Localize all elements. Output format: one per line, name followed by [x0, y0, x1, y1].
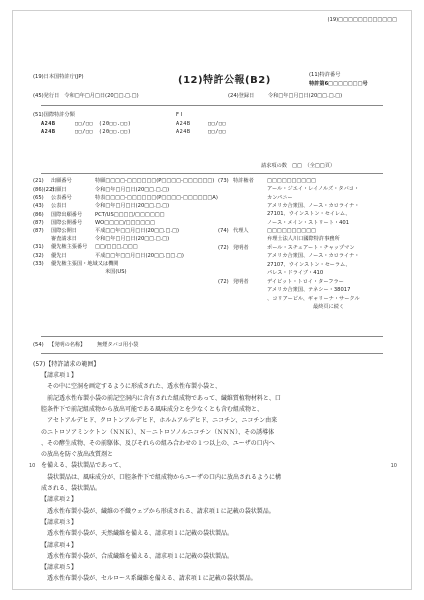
claim-number: 【請求項５】: [41, 564, 78, 572]
claim-text-line: アセトアルデヒド、クロトンアルデヒド、ホルムアルデヒド、ニコチン、ニコチン由来: [41, 417, 278, 425]
fi-detail-2: □□/□□: [208, 129, 227, 135]
claims-count: 請求項の数 □□ （全□□頁）: [261, 163, 336, 169]
biblio-left-value: 特願□□□□-□□□□□□(P□□□□-□□□□□□): [95, 178, 215, 184]
biblio-right-line: パレス・ドライブ・410: [267, 269, 324, 276]
biblio-left-value: WO□□□□/□□□□□□: [95, 220, 155, 226]
biblio-left-num: (86)(22): [33, 187, 55, 193]
claim-text-line: 前記透水性布製小袋の前記空洞内に含有された組成物であって、繊維質植物材料と、口: [41, 394, 281, 402]
claim-text-line: 腔条件下で前記組成物から放出可能である風味成分とを少なくとも含む組成物と、: [41, 405, 264, 413]
biblio-left-num: (31): [33, 244, 44, 250]
biblio-left-num: (86): [33, 212, 44, 218]
biblio-left-label: 優先権主張国・地域又は機関: [51, 261, 119, 267]
claim-number: 【請求項２】: [41, 496, 78, 504]
biblio-left-value: 平成□□年□□月□日(20□□.□.□): [95, 228, 179, 234]
biblio-right-label: 発明者: [233, 279, 249, 285]
ipc-code-1: A24B: [41, 121, 56, 127]
claim-text-line: その中に空洞を画定するように形成された、透水性布製小袋と、: [41, 383, 222, 391]
biblio-left-label: 優先日: [51, 253, 67, 259]
invention-title: 無煙タバコ用小袋: [97, 342, 139, 348]
biblio-left-num: (43): [33, 203, 44, 209]
ipc-detail-2: □□/□□ (20□□.□□): [75, 129, 132, 135]
biblio-right-num: (73): [218, 178, 229, 184]
biblio-left-value: 令和□年□月□日(20□□.□.□): [95, 236, 170, 242]
claim-text-line: 成される、袋状製品。: [41, 485, 102, 492]
continued-note: 最終頁に続く: [313, 303, 345, 310]
publication-type: (12)特許公報(B2): [178, 75, 271, 86]
claim-number: 【請求項１】: [41, 372, 78, 379]
biblio-left-label: 出願日: [51, 187, 67, 193]
biblio-right-line: カンパニー: [267, 194, 293, 201]
biblio-right-line: ノース・メイン・ストリート・401: [267, 219, 350, 226]
claim-text-line: 透水性布製小袋が、天然繊維を備える、請求項１に記載の袋状製品。: [41, 530, 234, 538]
biblio-right-line: □□□□□□□□□□: [267, 228, 317, 234]
biblio-right-line: アメリカ合衆国、テネシー・38017: [267, 287, 351, 294]
patent-number-value: 特許第6□□□□□□□号: [309, 81, 368, 87]
biblio-left-num: (65): [33, 195, 44, 201]
fi-code-2: A24B: [176, 129, 191, 135]
biblio-left-label: 優先権主張番号: [51, 244, 88, 250]
biblio-right-line: ポール・スチュアート・チャップマン: [267, 245, 355, 251]
biblio-right-line: 27101、ウインストン・セイレム、: [267, 211, 351, 218]
biblio-right-line: 、コリアービル、ギャリーナ・サークル: [267, 295, 360, 302]
registration-date-value: 令和□年□月□日(20□□.□.□): [268, 93, 343, 99]
title-num: (54): [33, 342, 44, 348]
claim-text-line: のニトロソアミンケトン（ＮＮＫ）、Ｎ－ニトロソノルニコチン（ＮＮＮ）、その誘導体: [41, 428, 275, 436]
claims-heading: (57)【特許請求の範囲】: [33, 361, 100, 368]
biblio-left-value: 特表□□□□-□□□□□□(P□□□□-□□□□□□A): [95, 195, 218, 201]
issue-date: (45)発行日 令和□年□月□日(20□□.□.□): [33, 93, 139, 99]
biblio-left-num: (33): [33, 261, 44, 267]
biblio-left-value: 令和□年□月□日(20□□.□.□): [95, 203, 170, 209]
biblio-left-value: □□/□□□,□□□: [95, 244, 138, 250]
title-label: 【発明の名称】: [49, 342, 86, 348]
biblio-right-line: アメリカ合衆国、ノース・カロライナ・: [267, 253, 360, 260]
patent-number-label: (11)特許番号: [309, 72, 341, 78]
biblio-rule-bottom: [41, 336, 383, 337]
claim-text-line: 透水性布製小袋が、繊維の不織ウェブから形成される、請求項１に記載の袋状製品。: [41, 507, 275, 515]
biblio-left-value: 米国(US): [105, 269, 127, 275]
claim-text-line: の放出を防ぐ放出改質剤と: [41, 451, 114, 459]
ipc-label: (51)国際特許分類: [33, 112, 75, 118]
biblio-right-line: □□□□□□□□□□: [267, 178, 317, 184]
biblio-left-label: 公表日: [51, 203, 67, 209]
biblio-right-line: 弁理士法人川口國際特許事務所: [267, 236, 340, 243]
biblio-left-label: 国際公開日: [51, 228, 77, 234]
biblio-left-value: PCT/US□□□□/□□□□□□: [95, 212, 165, 218]
biblio-right-line: アール・ジエイ・レイノルズ・タバコ・: [267, 186, 360, 193]
patent-page: [12, 10, 412, 590]
biblio-right-num: (72): [218, 245, 229, 251]
claim-text-line: を備える、袋状製品であって、: [41, 462, 125, 470]
fi-code-1: A24B: [176, 121, 191, 127]
header-rule: [41, 105, 383, 106]
line-mark-10-right: 10: [390, 463, 397, 469]
claim-text-line: 透水性布製小袋が、合成繊維を備える、請求項１に記載の袋状製品。: [41, 552, 234, 560]
biblio-right-line: デイビット・トロイ・ターフラー: [267, 279, 344, 285]
biblio-right-label: 特許権者: [233, 178, 254, 184]
biblio-right-num: (74): [218, 228, 229, 234]
ipc-detail-1: □□/□□ (20□□.□□): [75, 121, 132, 127]
biblio-left-num: (87): [33, 220, 44, 226]
biblio-left-label: 国際公開番号: [51, 220, 83, 226]
biblio-left-label: 審査請求日: [51, 236, 77, 242]
biblio-right-label: 発明者: [233, 245, 249, 251]
biblio-left-num: (87): [33, 228, 44, 234]
fi-detail-1: □□/□□: [208, 121, 227, 127]
claim-text-line: 袋状製品は、風味成分が、口腔条件下で組成物からユーザの口内に放出されるように構: [41, 473, 282, 481]
biblio-left-label: 出願番号: [51, 178, 72, 184]
biblio-left-num: (21): [33, 178, 44, 184]
biblio-right-line: 27107、ウインストン・セーラム、: [267, 261, 351, 268]
biblio-left-num: (32): [33, 253, 44, 259]
claim-text-line: 、その酵生成物、その前駆体、及びそれらの組み合わせの１つ以上の、ユーザの口内へ: [41, 439, 275, 447]
biblio-right-line: アメリカ合衆国、ノース・カロライナ・: [267, 202, 360, 209]
office-name: (19)日本国特許庁(JP): [33, 74, 84, 80]
fi-label: F I: [176, 112, 183, 118]
biblio-right-num: (72): [218, 279, 229, 285]
top-right-code: (19)□□□□□□□□□□□□: [327, 17, 397, 23]
title-rule: [41, 353, 383, 354]
claim-text-line: 透水性布製小袋が、セルロース系繊維を備える、請求項１に記載の袋状製品。: [41, 575, 257, 583]
registration-date-label: (24)登録日: [228, 93, 255, 99]
claim-number: 【請求項３】: [41, 518, 78, 526]
biblio-right-label: 代理人: [233, 228, 249, 234]
biblio-rule-top: [41, 173, 383, 174]
ipc-code-2: A24B: [41, 129, 56, 135]
biblio-left-value: 平成□□年□□月□日(20□□.□□.□): [95, 253, 184, 259]
biblio-left-label: 国際出願番号: [51, 212, 83, 218]
biblio-left-value: 令和□年□月□日(20□□.□.□): [95, 187, 170, 193]
biblio-left-label: 公表番号: [51, 195, 72, 201]
line-mark-10: 10: [29, 463, 36, 469]
claim-number: 【請求項４】: [41, 541, 78, 549]
